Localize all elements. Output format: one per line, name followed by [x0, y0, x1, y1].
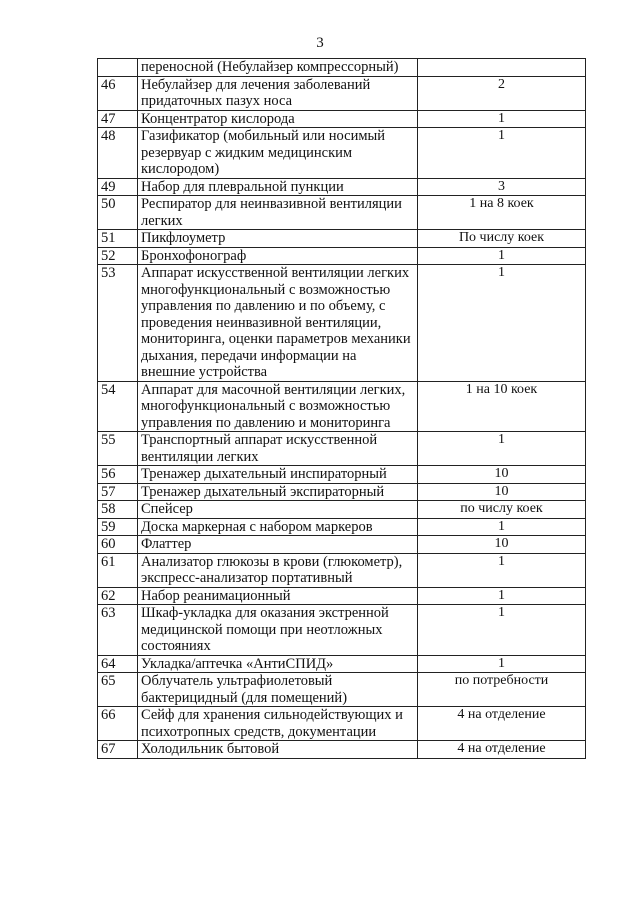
row-number-cell: 59	[98, 518, 138, 536]
row-number-cell: 65	[98, 673, 138, 707]
row-number-cell: 54	[98, 381, 138, 432]
quantity-cell: 1 на 8 коек	[418, 196, 586, 230]
table-row	[98, 59, 586, 77]
equipment-name-cell: Сейф для хранения сильнодействующих и психотропных средств, документации	[138, 707, 418, 741]
row-number-cell: 49	[98, 178, 138, 196]
equipment-name-cell: Аппарат искусственной вентиляции легких многофункциональный с возможностью управления по давлению и по объему, с проведения неинвазивной вентиляции, мониторинга, оценки параметров механики дыхания, передачи информации на внешние устройства	[138, 265, 418, 382]
equipment-name-cell: Набор для плевральной пункции	[138, 178, 418, 196]
equipment-name-cell: Укладка/аптечка «АнтиСПИД»	[138, 655, 418, 673]
equipment-name-cell: Небулайзер для лечения заболеваний придаточных пазух носа	[138, 76, 418, 110]
equipment-name-cell: Шкаф-укладка для оказания экстренной медицинской помощи при неотложных состояниях	[138, 605, 418, 656]
quantity-cell: 4 на отделение	[418, 707, 586, 741]
equipment-name-cell: Транспортный аппарат искусственной вентиляции легких	[138, 432, 418, 466]
table-row	[98, 230, 586, 248]
table-row	[98, 76, 586, 110]
row-number-cell: 64	[98, 655, 138, 673]
table-row	[98, 381, 586, 432]
quantity-cell: 10	[418, 483, 586, 501]
equipment-name-cell: переносной (Небулайзер компрессорный)	[138, 59, 418, 77]
equipment-name-cell: Аппарат для масочной вентиляции легких, многофункциональный с возможностью управления по давлению и мониторинга	[138, 381, 418, 432]
row-number-cell: 51	[98, 230, 138, 248]
quantity-cell: 1	[418, 247, 586, 265]
equipment-name-cell: Тренажер дыхательный экспираторный	[138, 483, 418, 501]
row-number-cell: 57	[98, 483, 138, 501]
row-number-cell: 50	[98, 196, 138, 230]
quantity-cell: 10	[418, 466, 586, 484]
quantity-cell: 1	[418, 587, 586, 605]
quantity-cell: По числу коек	[418, 230, 586, 248]
row-number-cell: 60	[98, 536, 138, 554]
table-row	[98, 128, 586, 179]
table-row	[98, 265, 586, 382]
table-row	[98, 501, 586, 519]
table-row	[98, 178, 586, 196]
quantity-cell	[418, 59, 586, 77]
quantity-cell: 2	[418, 76, 586, 110]
row-number-cell: 66	[98, 707, 138, 741]
table-row	[98, 110, 586, 128]
quantity-cell: 1	[418, 553, 586, 587]
quantity-cell: 1	[418, 128, 586, 179]
row-number-cell: 53	[98, 265, 138, 382]
equipment-name-cell: Спейсер	[138, 501, 418, 519]
table-row	[98, 741, 586, 759]
row-number-cell: 52	[98, 247, 138, 265]
page-number: 3	[316, 35, 324, 51]
equipment-name-cell: Доска маркерная с набором маркеров	[138, 518, 418, 536]
quantity-cell: 1 на 10 коек	[418, 381, 586, 432]
row-number-cell: 58	[98, 501, 138, 519]
table-row	[98, 587, 586, 605]
equipment-name-cell: Концентратор кислорода	[138, 110, 418, 128]
row-number-cell: 55	[98, 432, 138, 466]
equipment-name-cell: Газификатор (мобильный или носимый резервуар с жидким медицинским кислородом)	[138, 128, 418, 179]
table-row	[98, 536, 586, 554]
row-number-cell: 48	[98, 128, 138, 179]
equipment-table	[97, 58, 586, 759]
table-row	[98, 605, 586, 656]
table-row	[98, 707, 586, 741]
quantity-cell: 1	[418, 110, 586, 128]
row-number-cell: 63	[98, 605, 138, 656]
quantity-cell: по числу коек	[418, 501, 586, 519]
table-row	[98, 655, 586, 673]
row-number-cell	[98, 59, 138, 77]
quantity-cell: 1	[418, 518, 586, 536]
equipment-name-cell: Бронхофонограф	[138, 247, 418, 265]
quantity-cell: 1	[418, 655, 586, 673]
quantity-cell: 4 на отделение	[418, 741, 586, 759]
row-number-cell: 47	[98, 110, 138, 128]
equipment-name-cell: Набор реанимационный	[138, 587, 418, 605]
table-row	[98, 483, 586, 501]
row-number-cell: 46	[98, 76, 138, 110]
table-row	[98, 247, 586, 265]
equipment-name-cell: Облучатель ультрафиолетовый бактерицидный (для помещений)	[138, 673, 418, 707]
table-row	[98, 432, 586, 466]
quantity-cell: 1	[418, 605, 586, 656]
quantity-cell: по потребности	[418, 673, 586, 707]
quantity-cell: 3	[418, 178, 586, 196]
equipment-name-cell: Холодильник бытовой	[138, 741, 418, 759]
row-number-cell: 61	[98, 553, 138, 587]
equipment-name-cell: Анализатор глюкозы в крови (глюкометр), экспресс-анализатор портативный	[138, 553, 418, 587]
quantity-cell: 10	[418, 536, 586, 554]
row-number-cell: 67	[98, 741, 138, 759]
table-row	[98, 196, 586, 230]
equipment-table-body	[98, 59, 586, 759]
quantity-cell: 1	[418, 432, 586, 466]
equipment-name-cell: Респиратор для неинвазивной вентиляции легких	[138, 196, 418, 230]
equipment-name-cell: Тренажер дыхательный инспираторный	[138, 466, 418, 484]
table-row	[98, 518, 586, 536]
row-number-cell: 56	[98, 466, 138, 484]
table-row	[98, 673, 586, 707]
equipment-name-cell: Пикфлоуметр	[138, 230, 418, 248]
equipment-name-cell: Флаттер	[138, 536, 418, 554]
row-number-cell: 62	[98, 587, 138, 605]
table-row	[98, 466, 586, 484]
quantity-cell: 1	[418, 265, 586, 382]
table-row	[98, 553, 586, 587]
